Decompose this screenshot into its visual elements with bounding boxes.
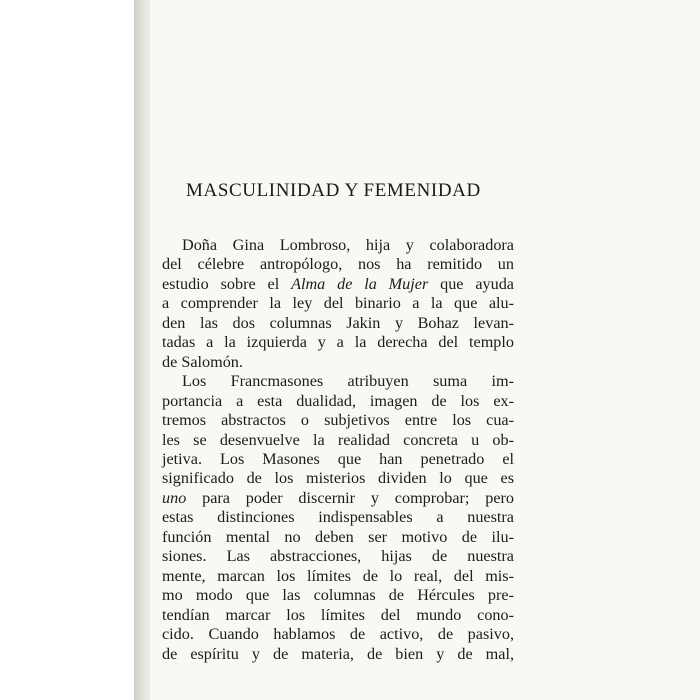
text-line [162,372,514,391]
left-margin [0,0,134,700]
text-line [162,469,514,488]
chapter-heading: MASCULINIDAD Y FEMENIDAD [186,180,481,201]
text-line-segment: tadas a la izquierda y a la derecha del templo [162,333,514,352]
text-line-segment: siones. Las abstracciones, hijas de nuestra [162,547,514,566]
text-line-segment: tendían marcar los límites del mundo cono- [162,605,514,624]
text-line [162,294,514,313]
text-line [162,606,514,625]
text-line [162,508,514,527]
text-line-segment: cido. Cuando hablamos de activo, de pasivo, [162,625,514,644]
text-line [162,489,514,508]
text-line-segment: Los Francmasones atribuyen suma im- [182,372,514,391]
text-line [162,353,514,372]
text-line-segment: mente, marcan los límites de lo real, del mis- [162,566,514,585]
text-line [162,431,514,450]
text-line-segment: estas distinciones indispensables a nuestra [162,508,514,527]
text-line-segment: jetiva. Los Masones que han penetrado el [162,449,514,468]
text-line-segment: para poder discernir y comprobar; pero [186,488,514,507]
text-line [162,625,514,644]
text-line-segment: de Salomón. [162,352,243,371]
text-line [162,450,514,469]
text-line [162,314,514,333]
text-line-segment: les se desenvuelve la realidad concreta u ob- [162,430,514,449]
text-line [162,411,514,430]
text-line [162,547,514,566]
text-line-segment: significado de los misterios dividen lo que es [162,469,514,488]
text-line-segment: portancia a esta dualidad, imagen de los ex- [162,391,514,410]
text-line-segment: den las dos columnas Jakin y Bohaz levan- [162,313,514,332]
text-line [162,528,514,547]
text-line-segment: estudio sobre el [162,274,292,293]
text-line-segment: que ayuda [428,274,514,293]
italic-title: uno [162,488,187,507]
text-line-segment: Doña Gina Lombroso, hija y colaboradora [182,236,514,254]
italic-title: Alma de la Mujer [291,274,429,293]
text-line [162,586,514,605]
text-line [162,333,514,352]
text-line [162,645,514,664]
text-line [162,392,514,411]
text-line [162,255,514,274]
text-line [162,275,514,294]
body-text [162,236,514,664]
text-line [162,236,514,255]
text-line-segment: de espíritu y de materia, de bien y de mal, [162,644,514,663]
text-line-segment: del célebre antropólogo, nos ha remitido un [162,255,514,274]
text-line [162,567,514,586]
text-line-segment: mo modo que las columnas de Hércules pre- [162,586,514,605]
text-line-segment: tremos abstractos o subjetivos entre los cua- [162,411,514,430]
text-line-segment: función mental no deben ser motivo de ilu- [162,527,514,546]
text-line-segment: a comprender la ley del binario a la que alu- [162,294,514,313]
